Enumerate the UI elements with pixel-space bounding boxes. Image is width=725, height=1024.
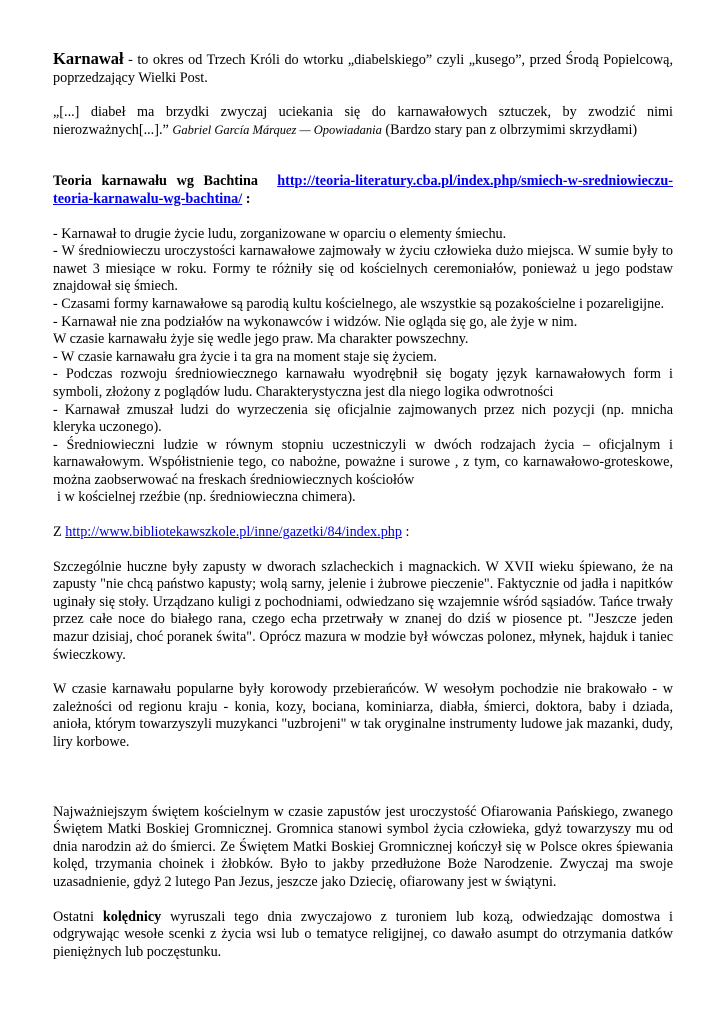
bachtin-heading: Teoria karnawału wg Bachtina [53, 173, 258, 190]
bachtin-heading-paragraph [53, 173, 673, 208]
source-suffix: : [401, 524, 410, 541]
bachtin-point: - Średniowieczni ludzie w równym stopniu uczestniczyli w dwóch rodzajach życia – oficjalnym i karnawałowym. Współistnienie tego, co nabożne, poważne i surowe , z tym, co karnawałowo-groteskowe, można zaobserwować na freskach średniowiecznych kościołów [53, 436, 673, 488]
bachtin-point: W czasie karnawału żyje się wedle jego praw. Ma charakter powszechny. [53, 331, 469, 348]
bachtin-colon: : [242, 190, 251, 207]
intro-paragraph [53, 50, 673, 87]
koledy-bold: kolędnicy [102, 908, 162, 925]
quote-source: (Bardzo stary pan z olbrzymimi skrzydłami) [385, 121, 638, 138]
bachtin-point: - Karnawał nie zna podziałów na wykonawców i widzów. Nie ogląda się go, ale żyje w nim. [53, 313, 578, 330]
bachtin-point: - Podczas rozwoju średniowiecznego karnawału wyodrębnił się bogaty język karnawałowych form i symboli, złożony z poglądów ludu. Charakterystyczna jest dla niego logika odwrotności [53, 366, 673, 400]
gromnica-paragraph: Najważniejszym świętem kościelnym w czasie zapustów jest uroczystość Ofiarowania Pańskiego, zwanego Świętem Matki Boskiej Gromnicznej. Gromnica stanowi symbol życia człowieka, gdyż towarzyszy mu od dnia narodzin aż do śmierci. Ze Świętem Matki Boskiej Gromnicznej kończył się w Polsce okres śpiewania kolęd, trzymania choinek i żłobków. Było to jakby przedłużone Boże Narodzenie. Zwyczaj ma swoje uzasadnienie, gdyż 2 lutego Pan Jezus, jeszcze jako Dziecię, ofiarowany jest w świątyni. [53, 803, 673, 890]
koledy-prefix: Ostatni [53, 908, 103, 925]
koledy-paragraph [53, 909, 673, 962]
document-page [53, 50, 673, 961]
quote-text: „[...] diabeł ma brzydki zwyczaj uciekania się do karnawałowych sztuczek, by zwodzić nimi nierozważnych[...].” [53, 104, 673, 138]
biblioteka-source-line [53, 524, 673, 542]
source-prefix: Z [53, 524, 66, 541]
quote-paragraph [53, 104, 673, 139]
bachtin-point: - Karnawał zmuszał ludzi do wyrzeczenia się oficjalnie zajmowanych przez nich pozycji (np. mnicha kleryka uczonego). [53, 401, 673, 436]
bachtin-point: - Karnawał to drugie życie ludu, zorganizowane w oparciu o elementy śmiechu. [53, 225, 507, 242]
biblioteka-link[interactable]: http://www.bibliotekawszkole.pl/inne/gazetki/84/index.php [65, 524, 402, 541]
bachtin-point: - W średniowieczu uroczystości karnawałowe zajmowały w życiu człowieka dużo miejsca. W sumie były to nawet 3 miesiące w roku. Formy te różniły się od kościelnych ceremoniałów, ponieważ u jego podstaw znajdował się śmiech. [53, 243, 673, 295]
bachtin-point: i w kościelnej rzeźbie (np. średniowieczna chimera). [57, 489, 356, 506]
quote-author: Gabriel García Márquez — Opowiadania [172, 122, 382, 137]
document-title: Karnawał [53, 49, 124, 68]
bachtin-point: - W czasie karnawału gra życie i ta gra na moment staje się życiem. [53, 348, 437, 365]
intro-text: - to okres od Trzech Króli do wtorku „diabelskiego” czyli „kusego”, przed Środą Popielcową, poprzedzający Wielki Post. [53, 52, 673, 86]
zapusty-paragraph: Szczególnie huczne były zapusty w dworach szlacheckich i magnackich. W XVII wieku śpiewano, że na zapusty "nie chcą państwo kapusty; wolą sarny, jelenie i żubrowe pieczenie". Faktycznie od jadła i napitków uginały się stoły. Urządzano kuligi z pochodniami, odwiedzano się wzajemnie wśród sąsiadów. Tańce trwały przez całe noce do białego rana, czego echa przetrwały w znanej do dziś w piosence pt. "Jeszcze jeden mazur dzisiaj, choć poranek świta". Oprócz mazura w modzie był wówczas polonez, młynek, hajduk i taniec świeczkowy. [53, 558, 673, 663]
koledy-rest: wyruszali tego dnia zwyczajowo z turoniem lub kozą, odwiedzając domostwa i odgrywając wesołe scenki z życia wsi lub o tematyce religijnej, co dawało asumpt do otrzymania datków pieniężnych lub poczęstunku. [53, 908, 673, 960]
bachtin-point: - Czasami formy karnawałowe są parodią kultu kościelnego, ale wszystkie są pozakościelne i pozareligijne. [53, 295, 665, 312]
korowody-paragraph: W czasie karnawału popularne były korowody przebierańców. W wesołym pochodzie nie brakowało - w zależności od regionu kraju - konia, kozy, bociana, kominiarza, diabła, śmierci, doktora, baby i dziada, anioła, którym towarzyszyli muzykanci "uzbrojeni" w tak oryginalne instrumenty ludowe jak mazanki, dudy, liry korbowe. [53, 681, 673, 750]
bachtin-link[interactable]: http://teoria-literatury.cba.pl/index.php/smiech-w-sredniowieczu-teoria-karnawalu-wg-bachtina/ [53, 173, 673, 207]
